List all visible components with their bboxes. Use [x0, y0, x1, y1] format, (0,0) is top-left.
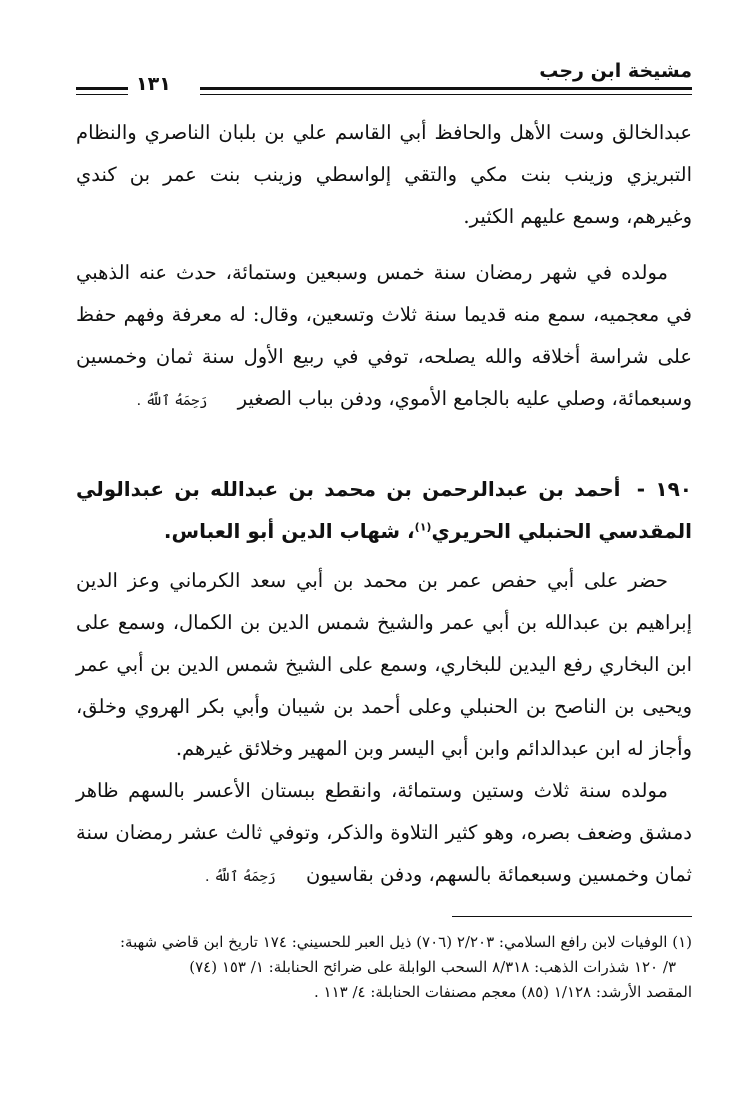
paragraph-2: [76, 252, 692, 420]
paragraph-4: [76, 770, 692, 896]
running-header: [76, 58, 692, 102]
paragraph-4-text: مولده سنة ثلاث وستين وستمائة، وانقطع ببستان الأعسر بالسهم ظاهر دمشق وضعف بصره، وهو كثير التلاوة والذكر، وتوفي ثالث عشر رمضان سنة ثمان وخمسين وسبعمائة بالسهم، ودفن بقاسيون: [76, 779, 692, 886]
header-rule-right-thick: [200, 87, 692, 90]
book-title: مشيخة ابن رجب: [539, 60, 692, 82]
footnote-line-1: (١) الوفيات لابن رافع السلامي: ٢/٢٠٣ (٧٠٦) ذيل العبر للحسيني: ١٧٤ تاريخ ابن قاضي شهبة:: [119, 933, 692, 951]
paragraph-2-text: مولده في شهر رمضان سنة خمس وسبعين وستمائة، حدث عنه الذهبي في معجميه، سمع منه قديما سنة ثلاث وتسعين، وقال: له معرفة وفهم حفظ على شراسة أخلاقه والله يصلحه، توفي في ربيع الأول سنة ثمان وخمسين وسبعمائة، وصلي عليه بالجامع الأموي، ودفن بباب الصغير: [76, 261, 692, 410]
entry-heading: [76, 468, 692, 552]
header-rule-right-thin: [200, 94, 692, 95]
footnote-ref: (١): [414, 520, 432, 534]
entry-number: ١٩٠ -: [636, 477, 693, 501]
footnote-line-2: ٣/ ١٢٠ شذرات الذهب: ٨/٣١٨ السحب الوابلة على ضرائح الحنابلة: ١/ ١٥٣ (٧٤): [189, 958, 676, 976]
footnote-line-3: المقصد الأرشد: ١/١٢٨ (٨٥) معجم مصنفات الحنابلة: ٤/ ١١٣ .: [314, 983, 692, 1001]
entry-title: أحمد بن عبدالرحمن بن محمد بن عبدالله بن عبدالولي المقدسي الحنبلي الحريري: [76, 477, 692, 543]
paragraph-1-text: عبدالخالق وست الأهل والحافظ أبي القاسم علي بن بلبان الناصري والنظام التبريزي وزينب بنت مكي والتقي إلواسطي وزينب بنت عمر بن كندي وغيرهم، وسمع عليهم الكثير.: [76, 121, 692, 228]
header-rule-left-thick: [76, 87, 128, 90]
page-number: ١٣١: [136, 73, 171, 95]
entry-title-end: ، شهاب الدين أبو العباس.: [163, 519, 415, 543]
paragraph-4-body: مولده سنة ثلاث وستين وستمائة، وانقطع ببستان الأعسر بالسهم ظاهر دمشق وضعف بصره، وهو كثير التلاوة والذكر، وتوفي ثالث عشر رمضان سنة ثمان وخمسين وسبعمائة بالسهم، ودفن بقاسيون رَحِمَهُ ٱللَّهُ .: [76, 779, 692, 886]
paragraph-3: [76, 560, 692, 770]
paragraph-1: [76, 112, 692, 238]
header-rule-left-thin: [76, 94, 128, 95]
footnote-separator: [452, 916, 692, 917]
paragraph-3-text: حضر على أبي حفص عمر بن محمد بن أبي سعد الكرماني وعز الدين إبراهيم بن عبدالله بن أبي عمر والشيخ شمس الدين بن الكمال، وسمع على ابن البخاري رفع اليدين للبخاري، وسمع على الشيخ شمس الدين بن أبي عمر ويحيى بن الناصح بن الحنبلي وعلى أحمد بن شيبان وأبي بكر الهروي وخلق، وأجاز له ابن عبدالدائم وابن أبي اليسر وبن المهير وخلائق غيرهم.: [76, 569, 692, 760]
footnotes: [76, 930, 692, 1005]
paragraph-2-body: مولده في شهر رمضان سنة خمس وسبعين وستمائة، حدث عنه الذهبي في معجميه، سمع منه قديما سنة ثلاث وتسعين، وقال: له معرفة وفهم حفظ على شراسة أخلاقه والله يصلحه، توفي في ربيع الأول سنة ثمان وخمسين وسبعمائة، وصلي عليه بالجامع الأموي، ودفن بباب الصغير رَحِمَهُ ٱللَّهُ .: [76, 261, 692, 410]
